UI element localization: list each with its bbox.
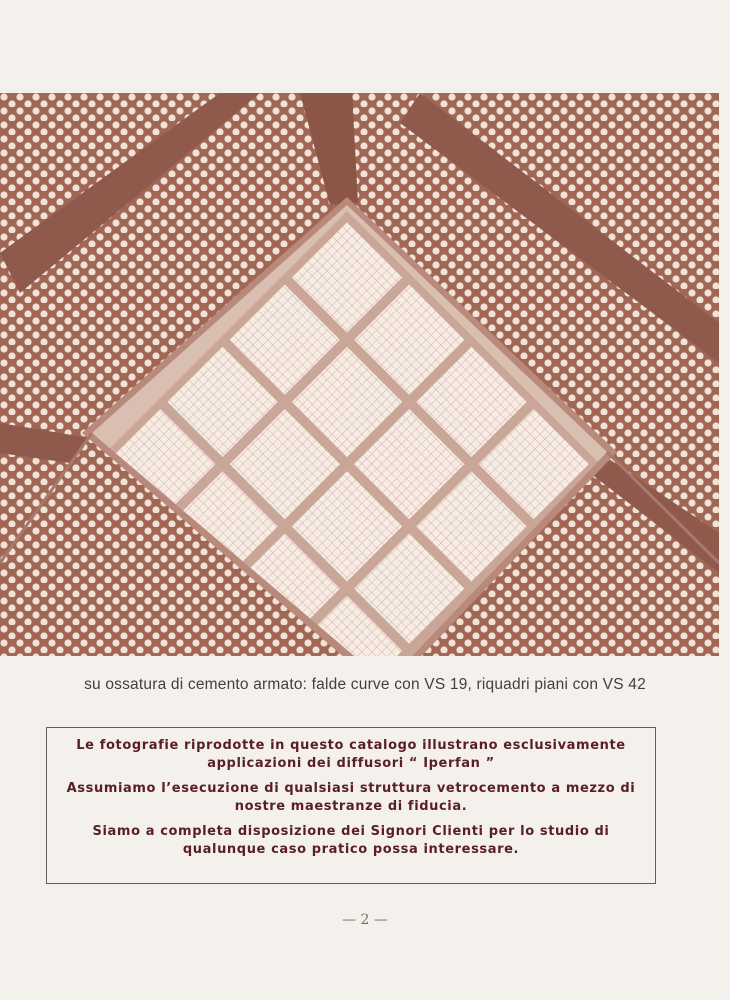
notice-box: [46, 727, 656, 884]
page-number: — 2 —: [342, 912, 388, 928]
notice-paragraph-1: Le fotografie riprodotte in questo catalogo illustrano esclusivamente applicazioni dei diffusori “ Iperfan ”: [76, 738, 626, 771]
notice-paragraph-3: Siamo a completa disposizione dei Signori Clienti per lo studio di qualunque caso pratico possa interessare.: [92, 824, 610, 857]
skylight-photo: [0, 93, 719, 656]
photo-caption: su ossatura di cemento armato: falde curve con VS 19, riquadri piani con VS 42: [84, 676, 646, 693]
notice-paragraph-2: Assumiamo l’esecuzione di qualsiasi struttura vetrocemento a mezzo di nostre maestranze di fiducia.: [66, 781, 636, 814]
